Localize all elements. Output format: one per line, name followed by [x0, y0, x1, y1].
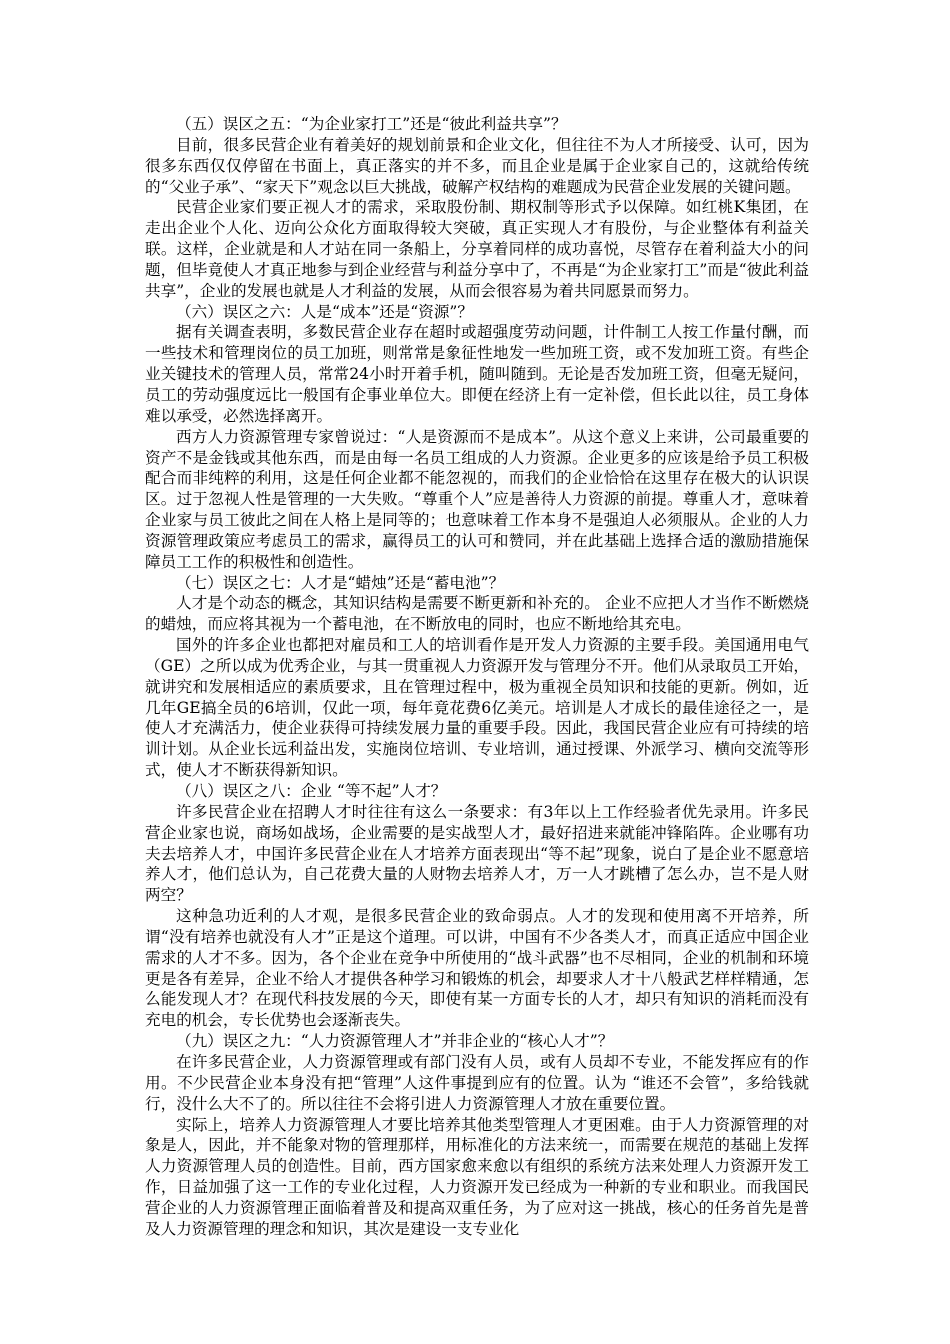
section-8-heading: （八）误区之八：企业 “等不起”人才？ [176, 782, 447, 800]
section-8-paragraph-1: 许多民营企业在招聘人才时往往有这么一条要求：有3年以上工作经验者优先录用。许多民营企业家也说，商场如战场，企业需要的是实战型人才，最好招进来就能冲锋陷阵。企业哪有功夫去培养人才，中国许多民营企业在人才培养方面表现出“等不起”现象，说白了是企业不愿意培养人才，他们总认为，自己花费大量的人财物去培养人才，万一人才跳槽了怎么办，岂不是人财两空？ [145, 802, 809, 905]
document-page [145, 114, 809, 1240]
section-9-paragraph-1: 在许多民营企业，人力资源管理或有部门没有人员，或有人员却不专业，不能发挥应有的作用。不少民营企业本身没有把“管理”人这件事提到应有的位置。认为 “谁还不会管”，多给钱就行，没什么大不了的。所以往往不会将引进人力资源管理人才放在重要位置。 [145, 1052, 809, 1113]
section-9-heading: （九）误区之九：“人力资源管理人才”并非企业的“核心人才”？ [176, 1032, 614, 1051]
section-6-paragraph-1: 据有关调查表明，多数民营企业存在超时或超强度劳动问题，计件制工人按工作量付酬，而一些技术和管理岗位的员工加班，则常常是象征性地发一些加班工资，或不发加班工资。有些企业关键技术的管理人员，常常24小时开着手机，随叫随到。无论是否发加班工资，但毫无疑问，员工的劳动强度远比一般国有企事业单位大。即便在经济上有一定补偿，但长此以往，员工身体难以承受，必然选择离开。 [145, 323, 809, 425]
section-8-paragraph-2: 这种急功近利的人才观，是很多民营企业的致命弱点。人才的发现和使用离不开培养，所谓“没有培养也就没有人才”正是这个道理。可以讲，中国有不少各类人才，而真正适应中国企业需求的人才不多。因为，各个企业在竞争中所使用的“战斗武器”也不尽相同，企业的机制和环境更是各有差异，企业不给人才提供各种学习和锻炼的机会，却要求人才十八般武艺样样精通，怎么能发现人才？在现代科技发展的今天，即使有某一方面专长的人才，却只有知识的消耗而没有充电的机会，专长优势也会逐渐丧失。 [145, 907, 809, 1030]
section-5-heading: （五）误区之五：“为企业家打工”还是“彼此利益共享”？ [176, 115, 567, 133]
section-5-paragraph-1: 目前，很多民营企业有着美好的规划前景和企业文化，但往往不为人才所接受、认可，因为很多东西仅仅停留在书面上，真正落实的并不多，而且企业是属于企业家自己的，这就给传统的“父业子承”、“家天下”观念以巨大挑战，破解产权结构的难题成为民营企业发展的关键问题。 [145, 135, 809, 196]
section-6-heading: （六）误区之六：人是“成本”还是“资源”？ [176, 302, 473, 321]
section-7-paragraph-2: 国外的许多企业也都把对雇员和工人的培训看作是开发人力资源的主要手段。美国通用电气（GE）之所以成为优秀企业，与其一贯重视人力资源开发与管理分不开。他们从录取员工开始，就讲究和发展相适应的素质要求，且在管理过程中，极为重视全员知识和技能的更新。例如，近几年GE搞全员的6培训，仅此一项，每年竟花费6亿美元。培训是人才成长的最佳途径之一，是使人才充满活力，使企业获得可持续发展力量的重要手段。因此，我国民营企业应有可持续的培训计划。从企业长远利益出发，实施岗位培训、专业培训，通过授课、外派学习、横向交流等形式，使人才不断获得新知识。 [145, 636, 809, 780]
section-6-paragraph-2: 西方人力资源管理专家曾说过：“人是资源而不是成本”。从这个意义上来讲，公司最重要的资产不是金钱或其他东西，而是由每一名员工组成的人力资源。企业更多的应该是给予员工积极配合而非纯粹的利用，这是任何企业都不能忽视的，而我们的企业恰恰在这里存在极大的认识误区。过于忽视人性是管理的一大失败。“尊重个人”应是善待人力资源的前提。尊重人才，意味着企业家与员工彼此之间在人格上是同等的；也意味着工作本身不是强迫人必须服从。企业的人力资源管理政策应考虑员工的需求，赢得员工的认可和赞同，并在此基础上选择合适的激励措施保障员工工作的积极性和创造性。 [145, 427, 809, 571]
section-7-paragraph-1: 人才是个动态的概念，其知识结构是需要不断更新和补充的。 企业不应把人才当作不断燃烧的蜡烛，而应将其视为一个蓄电池，在不断放电的同时，也应不断地给其充电。 [145, 594, 809, 634]
section-5-paragraph-2: 民营企业家们要正视人才的需求，采取股份制、期权制等形式予以保障。如红桃K集团，在走出企业个人化、迈向公众化方面取得较大突破，真正实现人才有股份，与企业整体有利益关联。这样，企业就是和人才站在同一条船上，分享着同样的成功喜悦，尽管存在着利益大小的问题，但毕竟使人才真正地参与到企业经营与利益分享中了，不再是“为企业家打工”而是“彼此利益共享”，企业的发展也就是人才利益的发展，从而会很容易为着共同愿景而努力。 [145, 198, 809, 300]
section-9-paragraph-2: 实际上，培养人力资源管理人才要比培养其他类型管理人才更困难。由于人力资源管理的对象是人，因此，并不能象对物的管理那样，用标准化的方法来统一，而需要在规范的基础上发挥人力资源管理人员的创造性。目前，西方国家愈来愈以有组织的系统方法来处理人力资源开发工作，日益加强了这一工作的专业化过程，人力资源开发已经成为一种新的专业和职业。而我国民营企业的人力资源管理正面临着普及和提高双重任务，为了应对这一挑战，核心的任务首先是普及人力资源管理的理念和知识，其次是建设一支专业化 [145, 1115, 809, 1238]
section-7-heading: （七）误区之七：人才是“蜡烛”还是“蓄电池”？ [176, 573, 505, 592]
